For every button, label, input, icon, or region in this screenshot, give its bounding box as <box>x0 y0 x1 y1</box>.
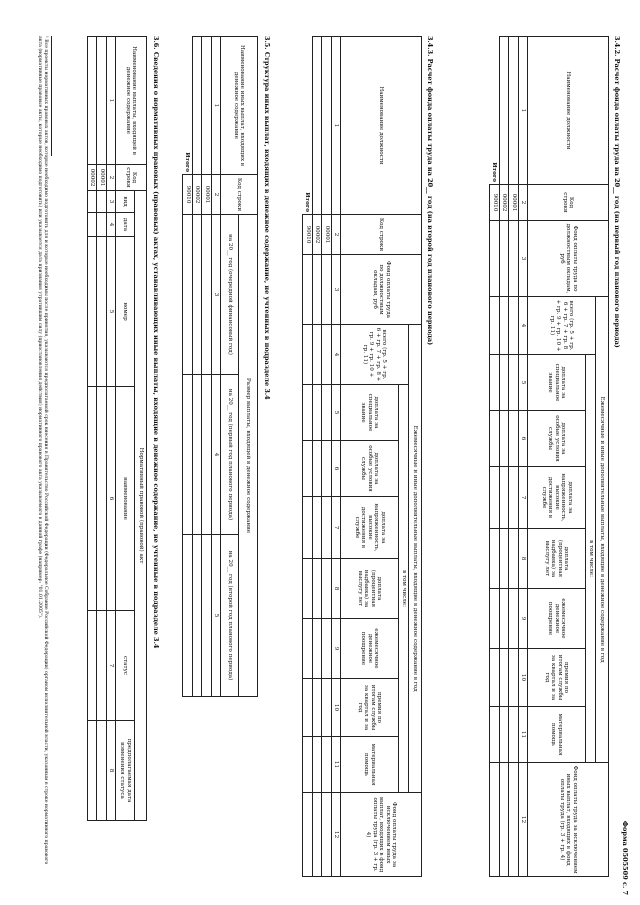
row-code: 00001 <box>202 175 211 215</box>
total-label: Итого <box>304 192 311 212</box>
header-name: Наименование должности <box>341 37 422 215</box>
colnum: 10 <box>518 649 527 707</box>
table-row <box>192 37 201 697</box>
colnum: 5 <box>211 535 220 697</box>
colnum: 2 <box>331 215 340 255</box>
colnum: 11 <box>518 707 527 763</box>
header-group: Нормативный правовой (правовой) акт <box>135 191 147 821</box>
colnum: 7 <box>106 611 115 721</box>
header-name: Наименование должности <box>528 37 609 185</box>
row-code: 00002 <box>87 165 96 191</box>
colnum: 12 <box>518 763 527 877</box>
row-code: 00001 <box>322 215 331 255</box>
colnum: 5 <box>331 385 340 441</box>
header-col5: доплата за специальное звание <box>341 385 399 441</box>
table-342 <box>489 36 609 877</box>
header-col12: Фонд оплаты труда за исключением иных выплат, входящих в фонд оплаты труда (гр. 3 + гр. 4) <box>341 793 422 877</box>
header-year3: на 20__ год (второй год планового периода) <box>221 535 240 697</box>
header-status: статус <box>116 611 135 721</box>
header-code: Код строки <box>221 175 258 215</box>
header-name: Наименование выплаты, входящей в денежное содержание <box>116 37 147 165</box>
header-col7: доплата за напряженность, высокие достижения в службе <box>528 467 586 529</box>
header-incl: в том числе: <box>586 355 596 763</box>
colnum: 4 <box>518 297 527 355</box>
colnum: 4 <box>211 375 220 535</box>
colnum: 11 <box>331 737 340 793</box>
row-code: 00002 <box>192 175 201 215</box>
header-code: Код строки <box>116 165 147 191</box>
header-col8: доплата (процентная надбавка) за выслугу лет <box>341 559 399 619</box>
header-kind: вид <box>116 191 135 213</box>
colnum: 2 <box>518 185 527 221</box>
header-title: наименование <box>116 387 135 611</box>
total-label: Итого <box>184 152 191 172</box>
header-group: Ежемесячные и иные дополнительные выплаты, входящие в денежное содержание в год <box>596 297 609 763</box>
header-col9: ежемесячное денежное поощрение <box>528 589 586 649</box>
footnote: ¹ Все проекты нормативных правовых актов, которые необходимо подготовить для и которые необходимы после принятия, указываются предполагаемой срок внесения в Правительство Российской Федерации (Федеральное Собрание Российской Федерации) органом исполнительной власти, указанным в строке нормативного правового акта (нормативные правовые акты, которые необходимо подготовить) или указывается дата признания утратившим силу (приостановления действия) нормативного правового акта указываемого в данной графе (например: "01.01.2005"). <box>37 36 48 865</box>
form-code: Форма 0505509 с. 7 <box>621 820 629 895</box>
header-col11: материальная помощь <box>341 737 399 793</box>
colnum: 9 <box>331 619 340 679</box>
row-code: 00001 <box>509 185 518 221</box>
total-row <box>490 37 499 877</box>
row-code: 00002 <box>499 185 508 221</box>
total-label: Итого <box>491 162 498 182</box>
header-total: всего (гр. 5 + гр. 6 + гр. 7 + гр. 8 + гр. 9 + гр. 10 + гр. 11) <box>528 297 596 355</box>
colnum: 7 <box>518 467 527 529</box>
total-row <box>303 37 312 877</box>
section-title-36: 3.6. Сведения о нормативных правовых (правовых) актах, устанавливающих иные выплаты, входящие в денежное содержание, не учтенные в подразделе 3.4 <box>152 36 160 649</box>
header-fund: Фонд оплаты труда по должностным окладам, руб <box>341 255 422 325</box>
header-col7: доплата за напряженность, высокие достижения в службе <box>341 497 399 559</box>
header-incl: в том числе: <box>399 385 409 793</box>
colnum: 2 <box>211 175 220 215</box>
table-row <box>202 37 211 697</box>
column-number-row <box>331 37 340 877</box>
colnum: 6 <box>106 387 115 611</box>
header-col8: доплата (процентная надбавка) за выслугу лет <box>528 529 586 589</box>
column-number-row <box>106 37 115 821</box>
header-col9: ежемесячное денежное поощрение <box>341 619 399 679</box>
table-35 <box>182 36 258 697</box>
colnum: 5 <box>518 355 527 411</box>
section-title-35: 3.5. Структура иных выплат, входящих в денежное содержание, не учтенных в подразделе 3.4 <box>263 36 271 400</box>
section-title-342: 3.4.2. Расчет фонда оплаты труда на 20__ год (на первый год планового периода) <box>613 36 621 348</box>
row-code: 00002 <box>312 215 321 255</box>
header-col12: Фонд оплаты труда за исключением иных выплат, входящих в фонд оплаты труда (гр. 3 + гр. 4) <box>528 763 609 877</box>
colnum: 1 <box>518 37 527 185</box>
header-code: Код строки <box>341 215 422 255</box>
colnum: 4 <box>106 213 115 237</box>
colnum: 1 <box>331 37 340 215</box>
colnum: 7 <box>331 497 340 559</box>
header-code: Код строки <box>528 185 609 221</box>
column-number-row <box>518 37 527 877</box>
header-name: Наименование иных выплат, входящих в денежное содержание <box>221 37 258 175</box>
header-col6: доплата за особые условия службы <box>528 411 586 467</box>
table-row <box>322 37 331 877</box>
header-col6: доплата за особые условия службы <box>341 441 399 497</box>
colnum: 5 <box>106 237 115 387</box>
table-row <box>499 37 508 877</box>
table-36 <box>87 36 147 821</box>
header-year2: на 20__ год (первый год планового периода) <box>221 375 240 535</box>
colnum: 6 <box>331 441 340 497</box>
colnum: 1 <box>211 37 220 175</box>
header-group: Ежемесячные и иные дополнительные выплаты, входящие в денежное содержание в год <box>409 325 422 793</box>
colnum: 4 <box>331 325 340 385</box>
colnum: 10 <box>331 679 340 737</box>
table-343 <box>302 36 422 877</box>
table-row <box>97 37 106 821</box>
colnum: 9 <box>518 589 527 649</box>
header-col5: доплата за специальное звание <box>528 355 586 411</box>
colnum: 8 <box>331 559 340 619</box>
header-date: дата <box>116 213 135 237</box>
colnum: 3 <box>518 221 527 297</box>
table-row <box>87 37 96 821</box>
header-group: Размер выплаты, входящей в денежное содержание <box>239 215 258 697</box>
header-total: всего (гр. 5 + гр. 6 + гр. 7 + гр. 8 + гр. 9 + гр. 10 + гр. 11) <box>341 325 409 385</box>
colnum: 2 <box>106 165 115 191</box>
total-code: 90010 <box>303 215 312 255</box>
footnote-divider <box>51 36 52 156</box>
column-number-row <box>211 37 220 697</box>
colnum: 6 <box>518 411 527 467</box>
table-row <box>312 37 321 877</box>
total-row <box>183 37 192 697</box>
colnum: 1 <box>106 37 115 165</box>
colnum: 12 <box>331 793 340 877</box>
colnum: 3 <box>211 215 220 375</box>
colnum: 3 <box>331 255 340 325</box>
header-col10: премия по итогам службы за квартал и за год <box>528 649 586 707</box>
header-number: номер <box>116 237 135 387</box>
row-code: 00001 <box>97 165 106 191</box>
section-title-343: 3.4.3. Расчет фонда оплаты труда на 20__ год (на второй год планового периода) <box>426 36 434 346</box>
total-code: 90010 <box>490 185 499 221</box>
header-fund: Фонд оплаты труда по должностным окладам, руб <box>528 221 609 297</box>
total-code: 90010 <box>183 175 192 215</box>
colnum: 8 <box>518 529 527 589</box>
colnum: 8 <box>106 721 115 821</box>
header-col11: материальная помощь <box>528 707 586 763</box>
header-col10: премия по итогам службы за квартал и за год <box>341 679 399 737</box>
table-row <box>509 37 518 877</box>
header-changed: предполагаемая дата изменения статуса <box>116 721 135 821</box>
header-year1: на 20__ год (очередной финансовый год) <box>221 215 240 375</box>
colnum: 3 <box>106 191 115 213</box>
